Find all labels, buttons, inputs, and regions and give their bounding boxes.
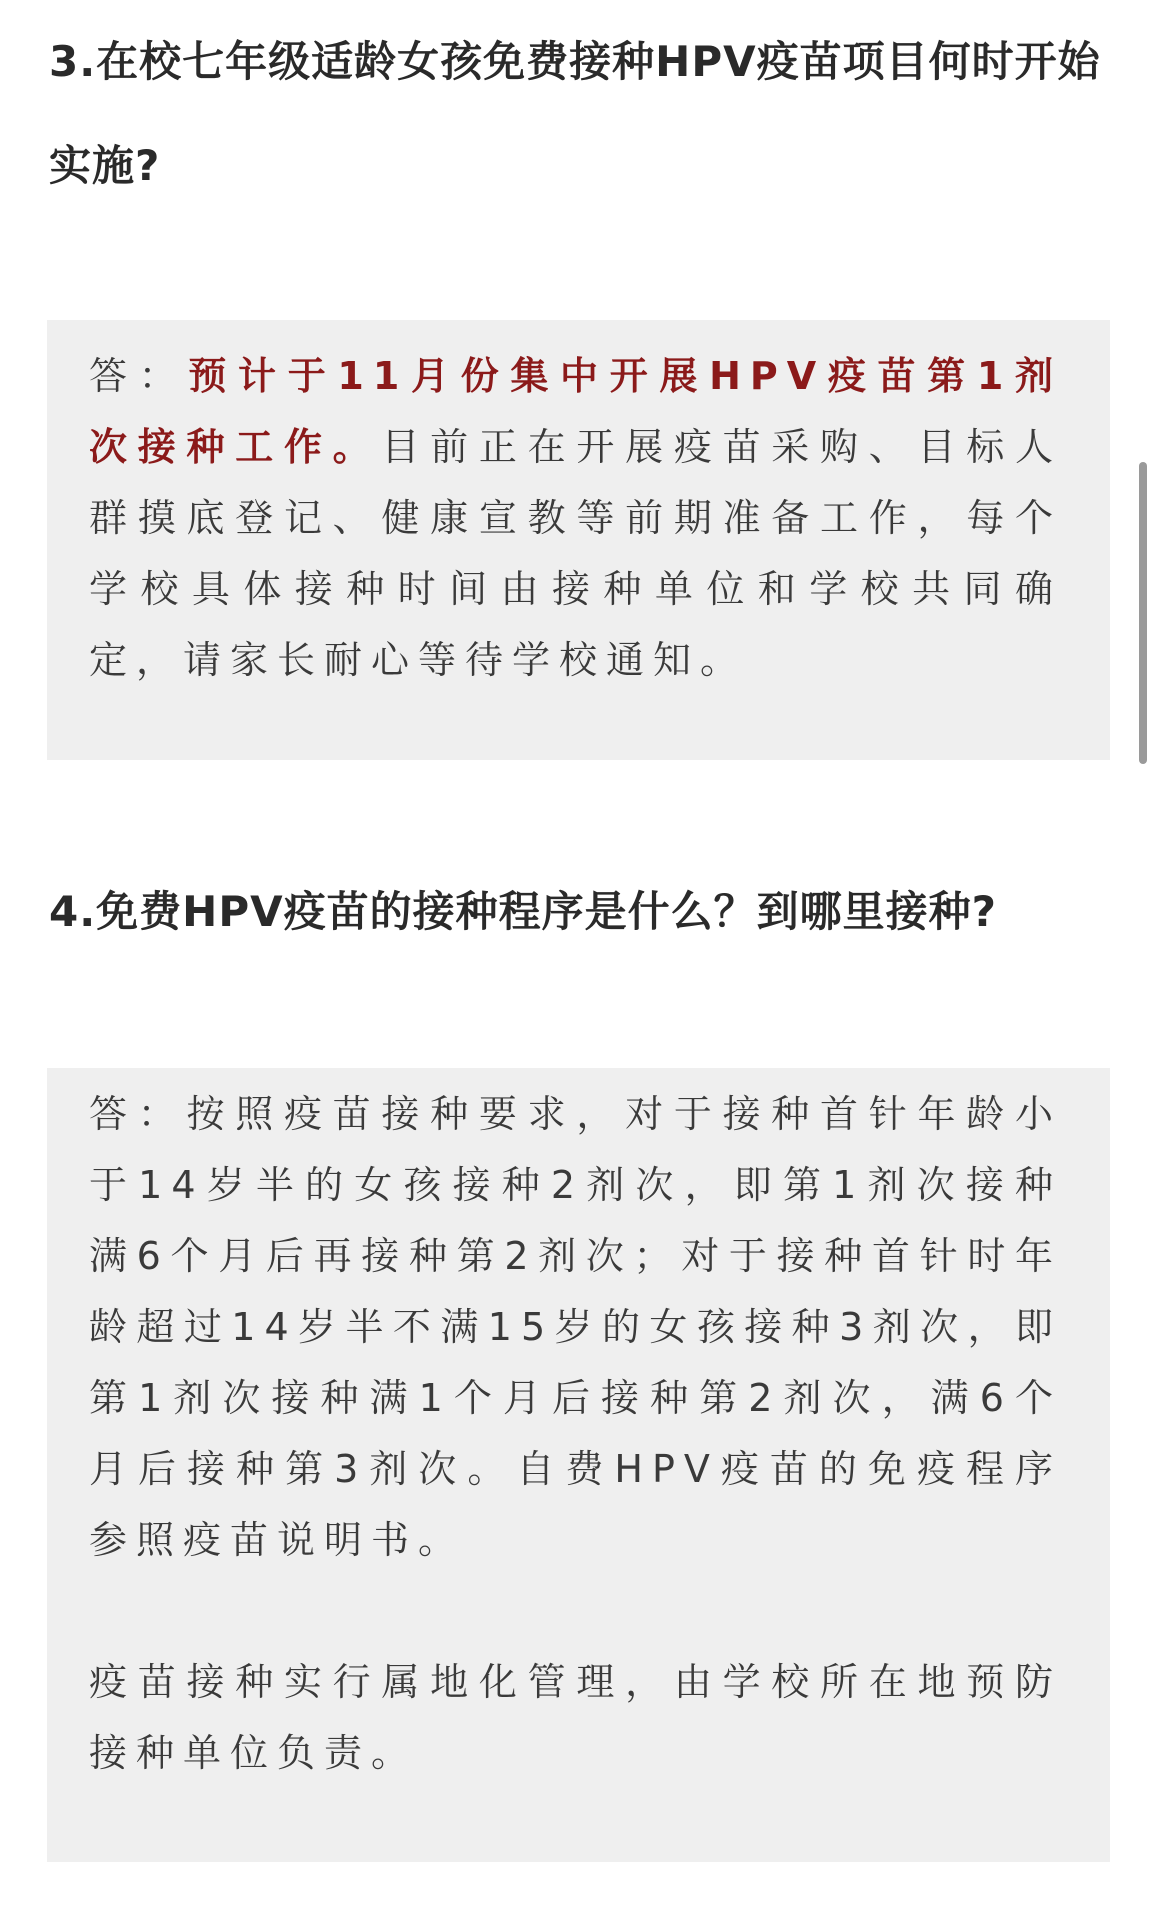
answer-4-box [47,1068,1110,1862]
answer-3-prefix: 答： [89,354,189,398]
answer-4-paragraph-2: 疫苗接种实行属地化管理，由学校所在地预防接种单位负责。 [89,1660,1062,1775]
scrollbar-thumb[interactable] [1139,462,1147,764]
answer-4-paragraph-1: 答：按照疫苗接种要求，对于接种首针年龄小于14岁半的女孩接种2剂次，即第1剂次接种满6个月后再接种第2剂次；对于接种首针时年龄超过14岁半不满15岁的女孩接种3剂次，即第1剂次接种满1个月后接种第2剂次，满6个月后接种第3剂次。自费HPV疫苗的免疫程序参照疫苗说明书。 [89,1092,1062,1562]
answer-3-box [47,320,1110,760]
answer-3-rest: 目前正在开展疫苗采购、目标人群摸底登记、健康宣教等前期准备工作，每个学校具体接种时间由接种单位和学校共同确定，请家长耐心等待学校通知。 [89,425,1062,682]
answer-3-highlight: 预计于11月份集中开展HPV疫苗第1剂次接种工作。 [89,354,1062,469]
question-3-heading: 3.在校七年级适龄女孩免费接种HPV疫苗项目何时开始实施? [49,37,1101,190]
question-4-heading: 4.免费HPV疫苗的接种程序是什么？到哪里接种? [49,887,997,936]
answer-3-text [89,341,1062,696]
